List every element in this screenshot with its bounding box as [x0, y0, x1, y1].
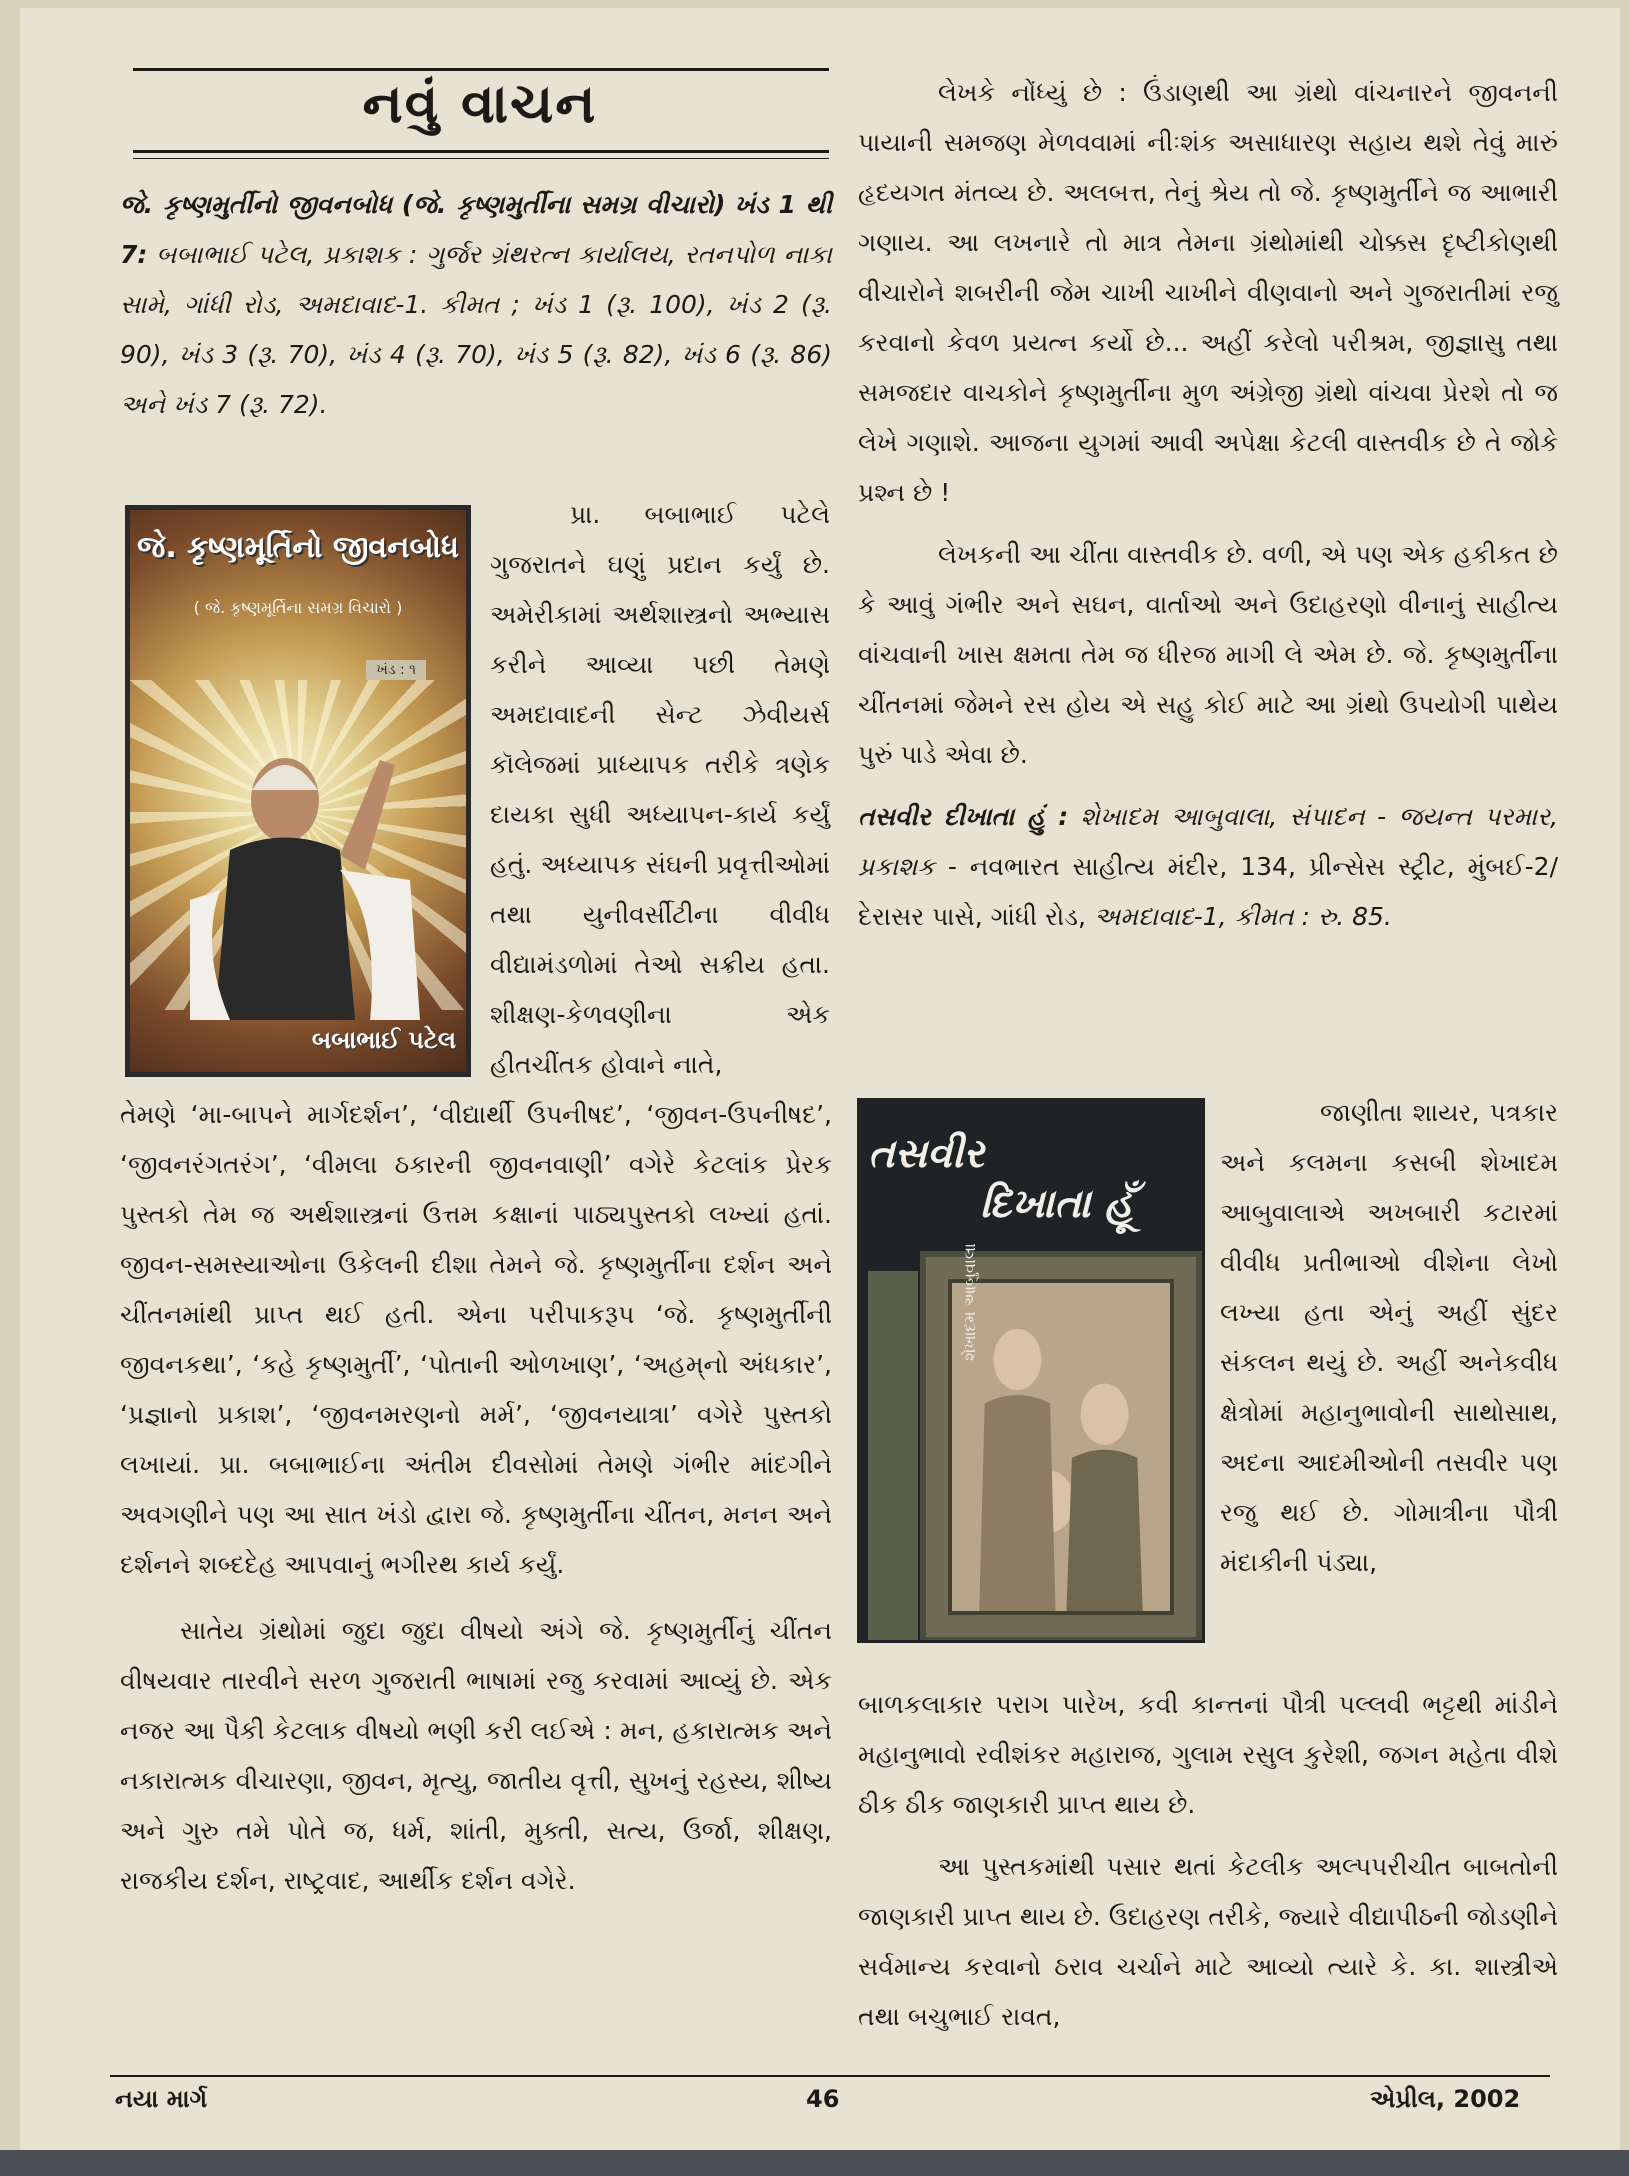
scan-edge — [0, 2150, 1629, 2176]
right-column-bottom — [858, 1680, 1558, 2048]
cover2-painting — [948, 1279, 1174, 1615]
right-column-top — [858, 68, 1558, 948]
book2-entry — [858, 792, 1558, 942]
book1-details: બબાભાઈ પટેલ, પ્રકાશક : ગુર્જર ગ્રંથરત્ન કાર્યાલય, રતનપોળ નાકા સામે, ગાંધી રોડ, અમદાવાદ-1. કીમત ; ખંડ 1 (રૂ. 100), ખંડ 2 (રૂ. 90), ખંડ 3 (રૂ. 70), ખંડ 4 (રૂ. 70), ખંડ 5 (રૂ. 82), ખંડ 6 (રૂ. 86) અને ખંડ 7 (રૂ. 72). — [120, 240, 832, 419]
magazine-name: નયા માર્ગ — [115, 2085, 208, 2113]
reviewer-para: લેખકની આ ચીંતા વાસ્તવીક છે. વળી, એ પણ એક હકીકત છે કે આવું ગંભીર અને સઘન, વાર્તાઓ અને ઉદાહરણો વીનાનું સાહીત્ય વાંચવાની ખાસ ક્ષમતા તેમ જ ધીરજ માગી લે એમ છે. જે. કૃષ્ણમુર્તીના ચીંતનમાં જેમને રસ હોય એ સહુ કોઈ માટે આ ગ્રંથો ઉપયોગી પાથેય પુરું પાડે એવા છે. — [858, 540, 1558, 769]
book2-review-side — [1220, 1088, 1558, 1594]
book1-title: જે. કૃષ્ણમુર્તીનો જીવનબોધ (જે. કૃષ્ણમુર્તીના સમગ્ર વીચારો) — [120, 190, 726, 219]
book2-details-a: શેખાદમ આબુવાલા, સંપાદન - જયન્ત પરમાર, પ્રકાશક — [858, 802, 1559, 881]
issue-date: એપ્રીલ, 2002 — [1370, 2085, 1521, 2113]
cover2-spine-author: શેખાદમ આબુવાલા — [960, 1243, 979, 1361]
book1-cover-image — [125, 505, 471, 1077]
book2-details-c: અમદાવાદ-1, કીમત : રુ. 85. — [1093, 902, 1392, 931]
book2-review-intro: જાણીતા શાયર, પત્રકાર અને કલમના કસબી શેખાદમ આબુવાલાએ અખબારી કટારમાં વીવીધ પ્રતીભાઓ વીશેના લેખો લખ્યા હતા એનું અહીં સુંદર સંકલન થયું છે. અહીં અનેકવીધ ક્ષેત્રોમાં મહાનુભાવોની સાથોસાથ, અદના આદમીઓની તસવીર પણ રજુ થઈ છે. ગોમાત્રીના પૌત્રી મંદાકીની પંડ્યા, — [1220, 1098, 1558, 1577]
book1-review-para2: સાતેય ગ્રંથોમાં જુદા જુદા વીષયો અંગે જે. કૃષ્ણમુર્તીનું ચીંતન વીષયવાર તારવીને સરળ ગુજરાતી ભાષામાં રજુ કરવામાં આવ્યું છે. એક નજર આ પૈકી કેટલાક વીષયો ભણી કરી લઈએ : મન, હકારાત્મક અને નકારાત્મક વીચારણા, જીવન, મૃત્યુ, જાતીય વૃત્તી, સુખનું રહસ્ય, શીષ્ય અને ગુરુ તમે પોતે જ, ધર્મ, શાંતી, મુક્તી, સત્ય, ઉર્જા, શીક્ષણ, રાજકીય દર્શન, રાષ્ટ્રવાદ, આર્થીક દર્શન વગેરે. — [120, 1616, 832, 1895]
book2-review-para2: આ પુસ્તકમાંથી પસાર થતાં કેટલીક અલ્પપરીચીત બાબતોની જાણકારી પ્રાપ્ત થાય છે. ઉદાહરણ તરીકે, જ્યારે વીદ્યાપીઠની જોડણીને સર્વમાન્ય કરવાનો ઠરાવ ચર્ચાને માટે આવ્યો ત્યારે કે. કા. શાસ્ત્રીએ તથા બચુભાઈ રાવત, — [858, 1852, 1558, 2031]
cover2-figures — [952, 1283, 1170, 1611]
cover2-title-b: દિખાતા હૂઁ — [980, 1181, 1133, 1227]
cover2-title-a: તસવીર — [868, 1131, 984, 1177]
page-number: 46 — [806, 2085, 840, 2113]
cover1-title: જે. કૃષ્ણમૂર્તિનો જીવનબોધ — [136, 530, 460, 565]
cover2-side-strip — [868, 1271, 918, 1641]
cover1-author: બબાભાઈ પટેલ — [311, 1026, 456, 1054]
cover1-portrait — [190, 720, 420, 1020]
section-heading: નવું વાચન — [362, 72, 598, 135]
heading-bottom-rule — [133, 150, 829, 153]
heading-bottom-rule-2 — [133, 158, 829, 159]
book1-review-intro: પ્રા. બબાભાઈ પટેલે ગુજરાતને ઘણું પ્રદાન કર્યું છે. અમેરીકામાં અર્થશાસ્ત્રનો અભ્યાસ કરીને આવ્યા પછી તેમણે અમદાવાદની સેન્ટ ઝેવીયર્સ કૉલેજમાં પ્રાધ્યાપક તરીકે ત્રણેક દાયકા સુધી અધ્યાપન-કાર્ય કર્યું હતું. અધ્યાપક સંઘની પ્રવૃત્તીઓમાં તથા યુનીવર્સીટીના વીવીધ વીદ્યામંડળોમાં તેઓ સક્રીય હતા. શીક્ષણ-કેળવણીના એક હીતચીંતક હોવાને નાતે, — [490, 500, 830, 1079]
book1-review-cont — [120, 1090, 832, 1912]
book2-details-b: - નવભારત સાહીત્ય મંદીર, 134, પ્રીન્સેસ સ્ટ્રીટ, મુંબઈ-2/દેરાસર પાસે, ગાંધી રોડ, — [858, 852, 1558, 931]
book1-review-side — [490, 490, 830, 1096]
book1-entry — [120, 180, 832, 430]
cover1-volume: ખંડ : ૧ — [366, 660, 426, 680]
book1-review-para1: તેમણે ‘મા-બાપને માર્ગદર્શન’, ‘વીદ્યાર્થી ઉપનીષદ’, ‘જીવન-ઉપનીષદ’, ‘જીવનરંગતરંગ’, ‘વીમલા ઠકારની જીવનવાણી’ વગેરે કેટલાંક પ્રેરક પુસ્તકો તેમ જ અર્થશાસ્ત્રનાં ઉત્તમ કક્ષાનાં પાઠ્યપુસ્તકો લખ્યાં હતાં. જીવન-સમસ્યાઓના ઉકેલની દીશા તેમને જે. કૃષ્ણમુર્તીના દર્શન અને ચીંતનમાંથી પ્રાપ્ત થઈ હતી. એના પરીપાકરૂપ ‘જે. કૃષ્ણમુર્તીની જીવનકથા’, ‘કહે કૃષ્ણમુર્તી’, ‘પોતાની ઓળખાણ’, ‘અહમ્‌નો અંધકાર’, ‘પ્રજ્ઞાનો પ્રકાશ’, ‘જીવનમરણનો મર્મ’, ‘જીવનયાત્રા’ વગેરે પુસ્તકો લખાયાં. પ્રા. બબાભાઈના અંતીમ દીવસોમાં તેમણે ગંભીર માંદગીને અવગણીને પણ આ સાત ખંડો દ્વારા જે. કૃષ્ણમુર્તીના ચીંતન, મનન અને દર્શનને શબ્દદેહ આપવાનું ભગીરથ કાર્ય કર્યું. — [120, 1100, 832, 1579]
book2-title: તસવીર દીખાતા હું : — [858, 802, 1069, 831]
book2-review-para1: બાળકલાકાર પરાગ પારેખ, કવી કાન્તનાં પૌત્રી પલ્લવી ભટ્ટથી માંડીને મહાનુભાવો રવીશંકર મહારાજ, ગુલામ રસુલ કુરેશી, જગન મહેતા વીશે ઠીક ઠીક જાણકારી પ્રાપ્ત થાય છે. — [858, 1690, 1558, 1819]
heading-top-rule — [133, 68, 829, 71]
book1-volumes: ખંડ 1 થી 7: — [120, 190, 832, 269]
book2-cover-image — [857, 1098, 1205, 1643]
cover1-subtitle: ( જે. કૃષ્ણમૂર્તિના સમગ્ર વિચારો ) — [193, 598, 403, 617]
author-note-para: લેખકે નોંધ્યું છે : ઉંડાણથી આ ગ્રંથો વાંચનારને જીવનની પાયાની સમજણ મેળવવામાં નીઃશંક અસાધારણ સહાય થશે તેવું મારું હૃદયગત મંતવ્ય છે. અલબત્ત, તેનું શ્રેય તો જે. કૃષ્ણમુર્તીને જ આભારી ગણાય. આ લખનારે તો માત્ર તેમના ગ્રંથોમાંથી ચોક્કસ દૃષ્ટીકોણથી વીચારોને શબરીની જેમ ચાખી ચાખીને વીણવાનો અને ગુજરાતીમાં રજુ કરવાનો કેવળ પ્રયત્ન કર્યો છે... અહીં કરેલો પરીશ્રમ, જીજ્ઞાસુ તથા સમજદાર વાચકોને કૃષ્ણમુર્તીના મુળ અંગ્રેજી ગ્રંથો વાંચવા પ્રેરશે તો જ લેખે ગણાશે. આજના યુગમાં આવી અપેક્ષા કેટલી વાસ્તવીક છે તે જોકે પ્રશ્ન છે ! — [858, 78, 1558, 507]
footer-rule — [110, 2075, 1550, 2077]
